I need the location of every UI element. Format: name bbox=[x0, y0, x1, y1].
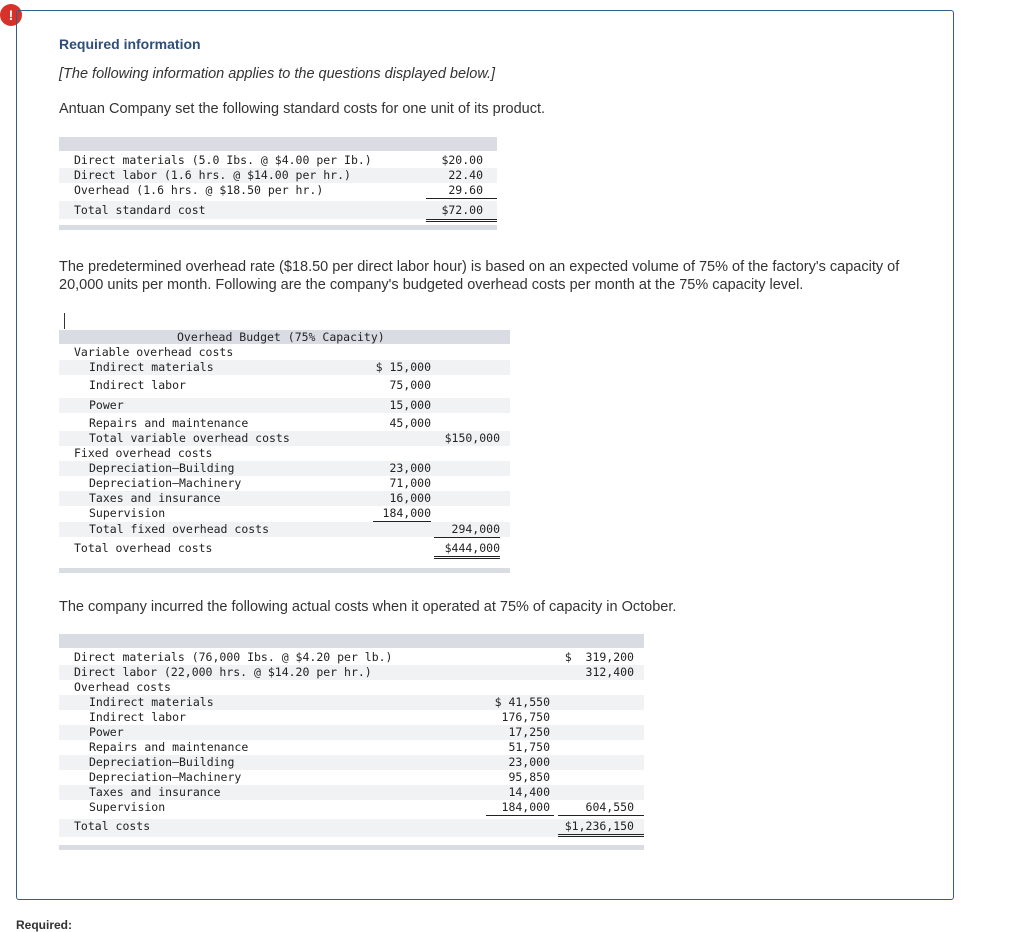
row-value: 71,000 bbox=[389, 476, 431, 490]
table-row bbox=[59, 431, 510, 446]
row-label: Direct labor (22,000 hrs. @ $14.20 per hr.) bbox=[74, 665, 372, 679]
table-header-band bbox=[59, 634, 644, 648]
row-value: 15,000 bbox=[389, 398, 431, 412]
total-value: $444,000 bbox=[434, 541, 500, 559]
actual-costs-table bbox=[59, 634, 644, 852]
row-value: 14,400 bbox=[508, 785, 550, 799]
row-label: Indirect materials bbox=[89, 360, 214, 374]
table-row bbox=[59, 650, 644, 665]
table-total-row bbox=[59, 201, 497, 219]
row-value: 184,000 bbox=[486, 800, 554, 816]
table-row bbox=[59, 446, 510, 461]
row-label: Indirect labor bbox=[89, 710, 186, 724]
table-row bbox=[59, 695, 644, 710]
table-row bbox=[59, 506, 510, 521]
text-cursor bbox=[64, 313, 65, 329]
row-value: $20.00 bbox=[441, 153, 483, 167]
total-label: Total costs bbox=[74, 819, 151, 833]
row-label: Direct materials (5.0 Ibs. @ $4.00 per Ib.) bbox=[74, 153, 372, 167]
row-label: Overhead (1.6 hrs. @ $18.50 per hr.) bbox=[74, 183, 324, 197]
intro-text: Antuan Company set the following standard costs for one unit of its product. bbox=[59, 101, 546, 117]
row-value: 23,000 bbox=[508, 755, 550, 769]
budget-title: Overhead Budget (75% Capacity) bbox=[177, 330, 385, 344]
row-label: Total variable overhead costs bbox=[89, 431, 290, 445]
row-label: Taxes and insurance bbox=[89, 491, 221, 505]
table-row bbox=[59, 522, 510, 537]
row-label: Repairs and maintenance bbox=[89, 740, 249, 754]
overhead-rate-paragraph: The predetermined overhead rate ($18.50 per direct labor hour) is based on an expected volume of 75% of the factory's capacity of 20,000 units per month. Following are the company's budgeted overhead costs per month at the 75% capacity level. bbox=[59, 259, 900, 293]
row-label: Indirect materials bbox=[89, 695, 214, 709]
row-value: 45,000 bbox=[373, 416, 431, 432]
row-label: Direct materials (76,000 Ibs. @ $4.20 per lb.) bbox=[74, 650, 393, 664]
row-value: 23,000 bbox=[389, 461, 431, 475]
row-label: Repairs and maintenance bbox=[89, 416, 249, 430]
table-row bbox=[59, 416, 510, 431]
total-value: $1,236,150 bbox=[558, 819, 644, 837]
row-label: Power bbox=[89, 725, 124, 739]
row-label: Supervision bbox=[89, 506, 166, 520]
row-value: 16,000 bbox=[389, 491, 431, 505]
table-row bbox=[59, 360, 510, 375]
row-value: 22.40 bbox=[448, 168, 483, 182]
intro-note: [The following information applies to the questions displayed below.] bbox=[59, 66, 496, 82]
alert-icon: ! bbox=[0, 4, 22, 26]
row-value: 312,400 bbox=[585, 665, 634, 679]
total-label: Total overhead costs bbox=[74, 541, 213, 555]
table-row bbox=[59, 398, 510, 413]
table-row bbox=[59, 680, 644, 695]
table-row bbox=[59, 740, 644, 755]
table-row bbox=[59, 461, 510, 476]
row-label: Depreciation—Building bbox=[89, 461, 235, 475]
table-total-row bbox=[59, 819, 644, 837]
total-value: $72.00 bbox=[426, 201, 497, 222]
row-label: Taxes and insurance bbox=[89, 785, 221, 799]
row-value: $ 41,550 bbox=[494, 695, 550, 709]
overhead-total-value: 604,550 bbox=[558, 800, 644, 816]
budget-title-row bbox=[59, 330, 510, 345]
table-row bbox=[59, 800, 644, 815]
standard-cost-table bbox=[59, 137, 497, 234]
row-value: 29.60 bbox=[426, 183, 497, 199]
row-value: 176,750 bbox=[501, 710, 550, 724]
actual-costs-paragraph: The company incurred the following actual costs when it operated at 75% of capacity in October. bbox=[59, 599, 677, 615]
table-row bbox=[59, 476, 510, 491]
row-label: Depreciation—Machinery bbox=[89, 770, 242, 784]
table-row bbox=[59, 345, 510, 360]
table-row bbox=[59, 770, 644, 785]
row-label: Total fixed overhead costs bbox=[89, 522, 270, 536]
table-footer-band bbox=[59, 225, 497, 230]
section-heading: Fixed overhead costs bbox=[74, 446, 213, 460]
row-label: Direct labor (1.6 hrs. @ $14.00 per hr.) bbox=[74, 168, 351, 182]
row-label: Supervision bbox=[89, 800, 166, 814]
row-value: 17,250 bbox=[508, 725, 550, 739]
section-heading: Overhead costs bbox=[74, 680, 171, 694]
table-row bbox=[59, 153, 497, 168]
table-row bbox=[59, 183, 497, 198]
row-value: $ 15,000 bbox=[375, 360, 431, 374]
table-footer-band bbox=[59, 845, 644, 850]
row-value: 51,750 bbox=[508, 740, 550, 754]
table-total-row bbox=[59, 541, 510, 559]
row-label: Depreciation—Building bbox=[89, 755, 235, 769]
table-row bbox=[59, 491, 510, 506]
table-row bbox=[59, 785, 644, 800]
overhead-budget-table bbox=[59, 330, 510, 575]
table-row bbox=[59, 168, 497, 183]
table-header-band bbox=[59, 137, 497, 151]
row-value: $150,000 bbox=[444, 431, 500, 445]
table-footer-band bbox=[59, 568, 510, 573]
total-label: Total standard cost bbox=[74, 203, 206, 217]
row-label: Depreciation—Machinery bbox=[89, 476, 242, 490]
row-label: Indirect labor bbox=[89, 378, 186, 392]
row-value: 294,000 bbox=[434, 522, 500, 538]
required-label: Required: bbox=[16, 918, 73, 932]
table-row bbox=[59, 725, 644, 740]
row-value: $ 319,200 bbox=[564, 650, 634, 664]
row-value: 95,850 bbox=[508, 770, 550, 784]
row-label: Power bbox=[89, 398, 124, 412]
table-row bbox=[59, 378, 510, 393]
table-row bbox=[59, 755, 644, 770]
table-row bbox=[59, 710, 644, 725]
row-value: 75,000 bbox=[389, 378, 431, 392]
table-row bbox=[59, 665, 644, 680]
required-info-heading: Required information bbox=[59, 36, 201, 52]
section-heading: Variable overhead costs bbox=[74, 345, 234, 359]
row-value: 184,000 bbox=[373, 506, 431, 522]
